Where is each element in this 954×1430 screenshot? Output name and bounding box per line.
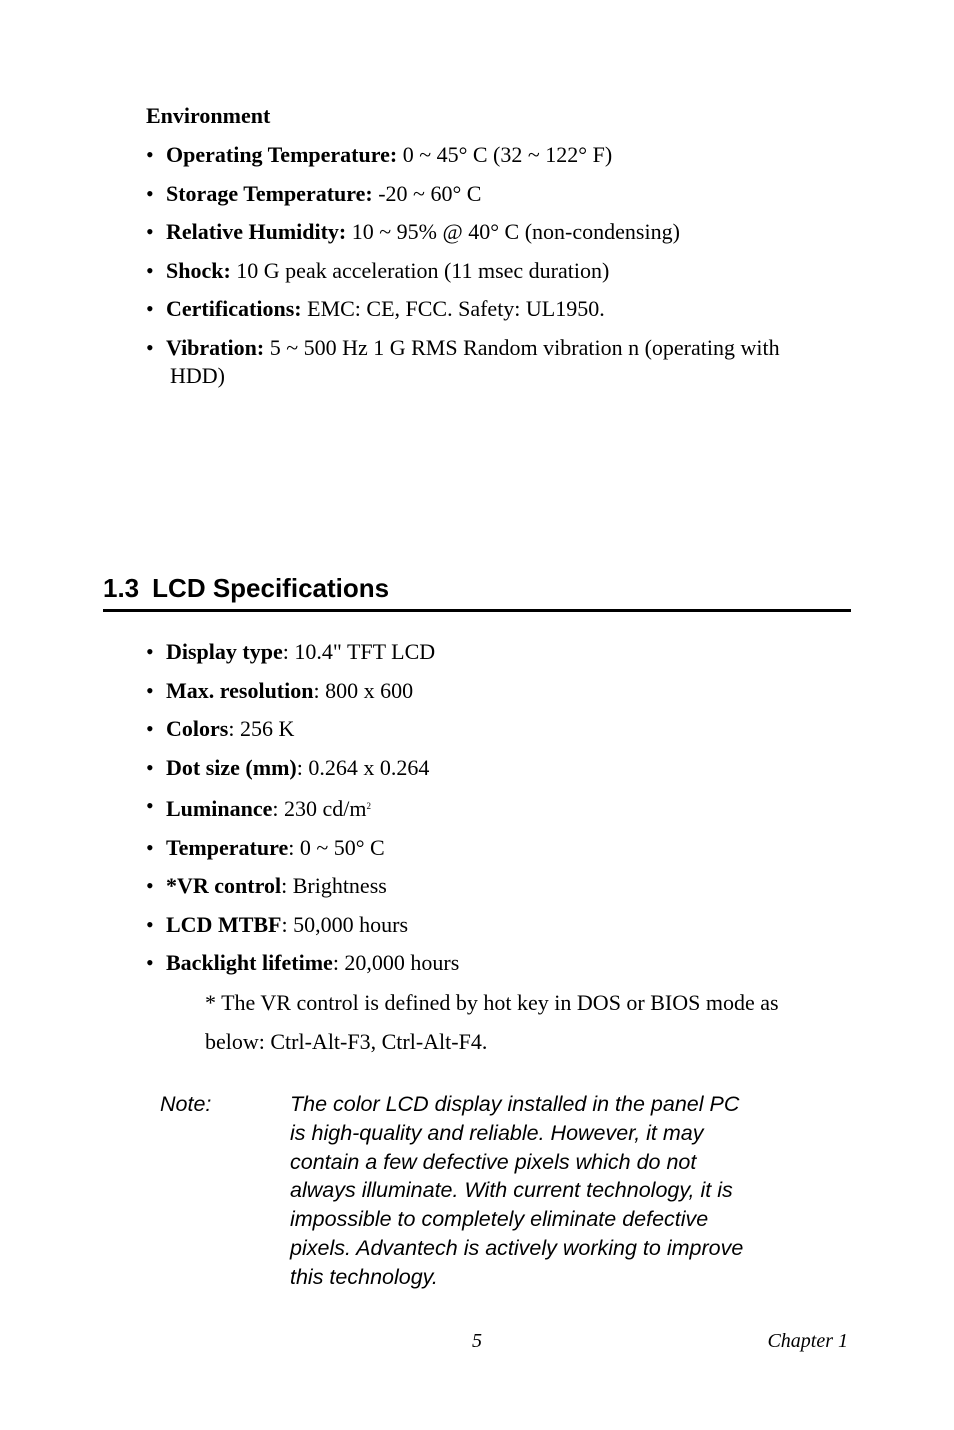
superscript: 2: [366, 801, 371, 811]
spec-label: Storage Temperature:: [166, 180, 373, 206]
note-body: [290, 1090, 805, 1292]
section-title: LCD Specifications: [152, 573, 390, 603]
bullet-icon: •: [146, 834, 154, 860]
chapter-label: Chapter 1: [767, 1330, 848, 1352]
list-item: [146, 295, 780, 323]
page-number: 5: [472, 1330, 482, 1352]
list-item: [146, 334, 780, 390]
spec-label: Display type: [166, 639, 283, 664]
list-item: [146, 872, 459, 900]
spec-value: EMC: CE, FCC. Safety: UL1950.: [301, 296, 605, 321]
section-number: 1.3: [103, 573, 140, 603]
list-item: [146, 911, 459, 939]
spec-value: : 50,000 hours: [281, 911, 408, 937]
vr-footnote: [205, 984, 845, 1061]
footnote-line: * The VR control is defined by hot key in DOS or BIOS mode as: [205, 990, 779, 1015]
spec-value: : 10.4" TFT LCD: [282, 639, 436, 664]
bullet-icon: •: [146, 639, 154, 664]
environment-spec-list: [146, 141, 780, 400]
bullet-icon: •: [146, 257, 154, 283]
section-heading: [103, 572, 851, 612]
spec-value: : 0.264 x 0.264: [296, 754, 430, 780]
list-item: [146, 792, 459, 823]
bullet-icon: •: [146, 911, 154, 937]
list-item: [146, 218, 780, 246]
spec-value: -20 ~ 60° C: [372, 180, 482, 206]
note-line: is high-quality and reliable. However, it may: [290, 1120, 704, 1145]
spec-value: 0 ~ 45° C (32 ~ 122° F): [397, 142, 613, 167]
bullet-icon: •: [146, 793, 154, 818]
spec-value: : 20,000 hours: [332, 950, 460, 975]
spec-value: 10 G peak acceleration (11 msec duration): [230, 257, 610, 283]
footnote-line: below: Ctrl-Alt-F3, Ctrl-Alt-F4.: [205, 1028, 488, 1054]
list-item: [146, 638, 459, 666]
bullet-icon: •: [146, 754, 154, 780]
environment-heading: Environment: [146, 103, 271, 128]
list-item: [146, 715, 459, 743]
list-item: [146, 949, 459, 977]
bullet-icon: •: [146, 296, 154, 321]
note-line: always illuminate. With current technology, it is: [290, 1178, 733, 1203]
bullet-icon: •: [146, 219, 154, 244]
note-line: contain a few defective pixels which do not: [290, 1149, 697, 1174]
spec-label: LCD MTBF: [166, 911, 282, 937]
list-item: [146, 754, 459, 782]
spec-label: Shock:: [166, 257, 231, 283]
note-line: The color LCD display installed in the panel PC: [290, 1092, 740, 1116]
bullet-icon: •: [146, 180, 154, 206]
note-label: Note:: [160, 1092, 212, 1116]
list-item: [146, 141, 780, 169]
note-line: impossible to completely eliminate defective: [290, 1207, 709, 1232]
spec-value: : 230 cd/m: [272, 796, 367, 821]
spec-value: 5 ~ 500 Hz 1 G RMS Random vibration n (operating with: [264, 334, 780, 360]
bullet-icon: •: [146, 873, 154, 898]
note-line: pixels. Advantech is actively working to improve: [290, 1235, 744, 1260]
spec-value: : 800 x 600: [313, 677, 414, 703]
lcd-spec-list: [146, 638, 459, 988]
spec-label: Max. resolution: [166, 677, 314, 703]
spec-value: : Brightness: [281, 873, 387, 898]
list-item: [146, 834, 459, 862]
list-item: [146, 677, 459, 705]
spec-label: Relative Humidity:: [166, 219, 347, 244]
spec-label: Colors: [166, 716, 229, 741]
spec-label: Luminance: [166, 796, 273, 821]
bullet-icon: •: [146, 950, 154, 975]
spec-value: : 0 ~ 50° C: [288, 834, 385, 860]
spec-label: Vibration:: [166, 334, 265, 360]
bullet-icon: •: [146, 716, 154, 741]
spec-label: *VR control: [166, 873, 282, 898]
spec-label: Certifications:: [166, 296, 302, 321]
spec-value: 10 ~ 95% @ 40° C (non-condensing): [346, 219, 680, 244]
bullet-icon: •: [146, 142, 154, 167]
spec-label: Backlight lifetime: [166, 950, 333, 975]
bullet-icon: •: [146, 334, 154, 360]
spec-label: Dot size (mm): [166, 754, 297, 780]
spec-label: Operating Temperature:: [166, 142, 398, 167]
bullet-icon: •: [146, 677, 154, 703]
spec-value: : 256 K: [228, 716, 295, 741]
list-item: [146, 257, 780, 285]
list-item: [146, 180, 780, 208]
spec-label: Temperature: [166, 834, 289, 860]
spec-value-continued: HDD): [170, 362, 225, 388]
note-line: this technology.: [290, 1264, 438, 1289]
